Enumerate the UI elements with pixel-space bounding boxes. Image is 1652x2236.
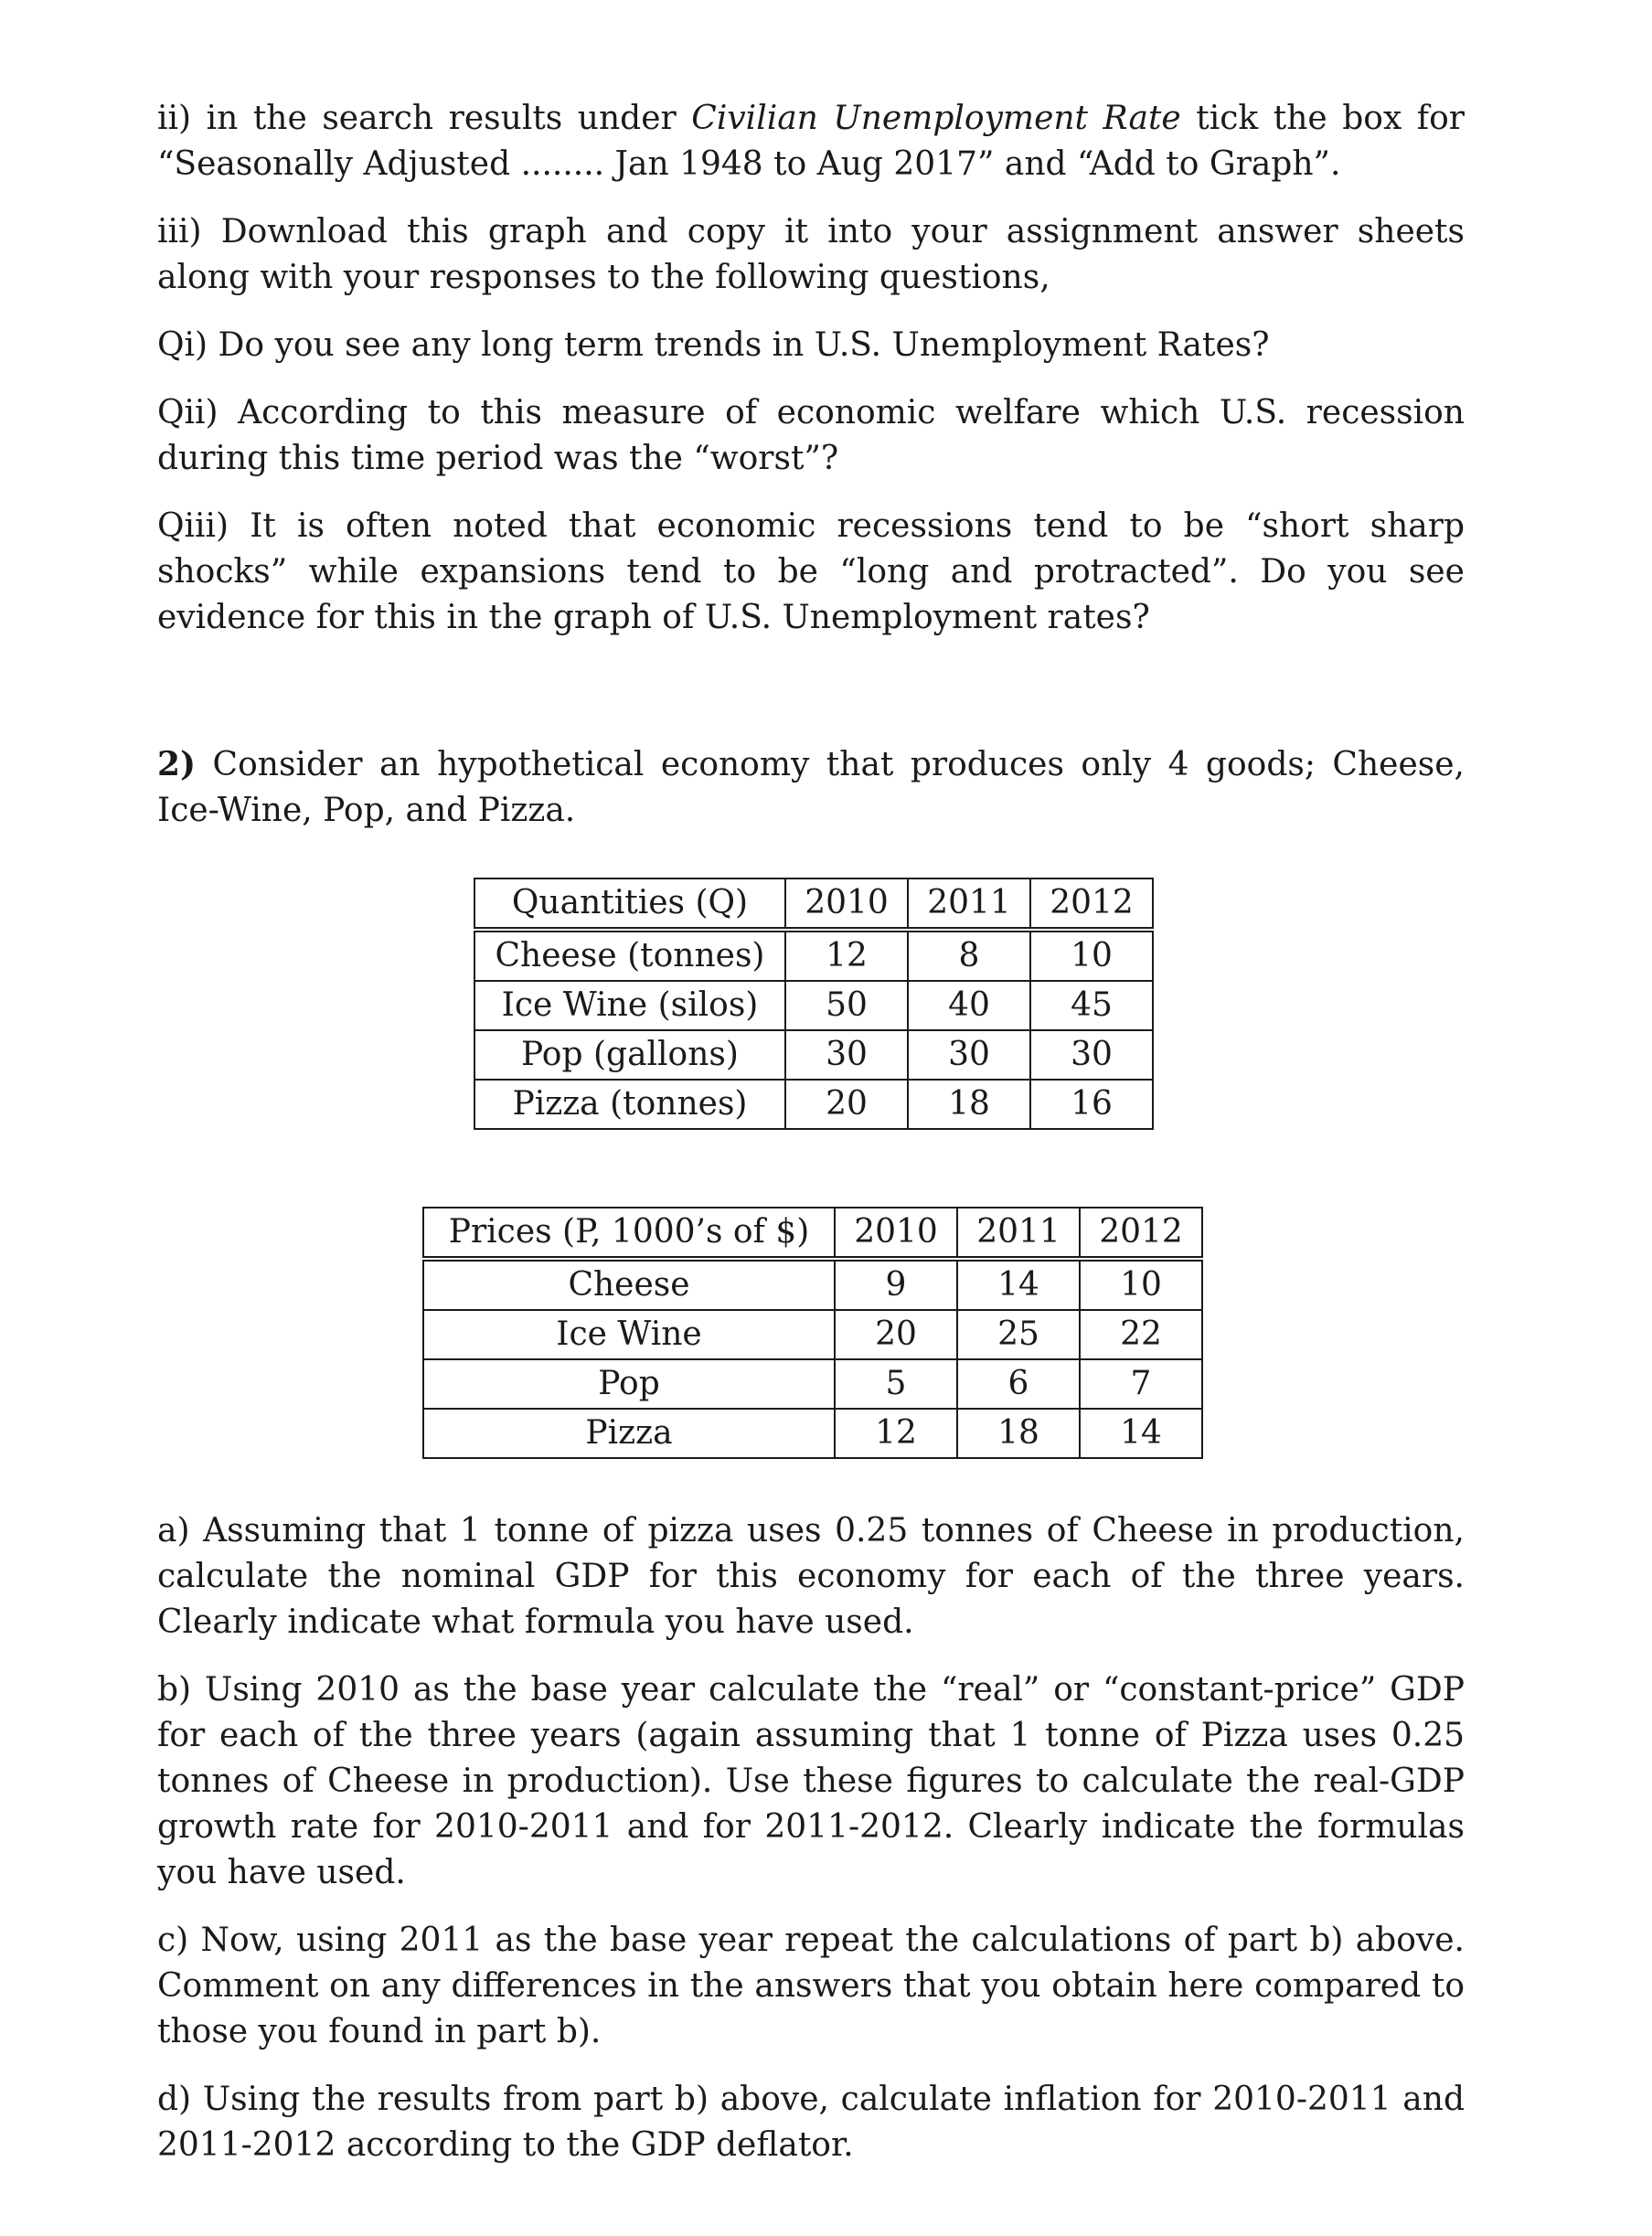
table-cell: 30 [1030,1030,1153,1080]
table-cell: 25 [957,1310,1080,1359]
table-cell: 14 [1080,1409,1202,1458]
table-cell: Pizza [423,1409,835,1458]
table-cell: 12 [835,1409,957,1458]
table-row [423,1409,1202,1458]
table-row [474,1080,1153,1129]
table-cell: Pizza (tonnes) [474,1080,785,1129]
table-cell: 18 [957,1409,1080,1458]
table-cell: 10 [1030,930,1153,981]
part-c: c) Now, using 2011 as the base year repeat the calculations of part b) above. Comment on any differences in the answers that you obtain here compared to those you found in part b). [157,1922,1465,2050]
table-cell: 20 [785,1080,908,1129]
table-header-cell: Quantities (Q) [474,878,785,930]
table-header-row [423,1208,1202,1259]
question-qiii: Qiii) It is often noted that economic recessions tend to be “short sharp shocks” while expansions tend to be “long and protracted”. Do you see evidence for this in the graph of U.S. Unemployment rates? [157,507,1465,636]
quantities-table [474,878,1154,1130]
table-header-cell: 2012 [1030,878,1153,930]
table-cell: 45 [1030,981,1153,1030]
table-row [474,981,1153,1030]
table-row [423,1359,1202,1409]
table-cell: 30 [785,1030,908,1080]
table-header-cell: 2010 [785,878,908,930]
instruction-ii-text-2: tick the box for “Seasonally Adjusted ........ Jan 1948 to Aug 2017” and “Add to Graph”. [157,100,1465,183]
table-cell: 40 [908,981,1030,1030]
document-page [157,96,1465,2164]
table-row [423,1259,1202,1310]
table-cell: 8 [908,930,1030,981]
part-b: b) Using 2010 as the base year calculate the “real” or “constant-price” GDP for each of the three years (again assuming that 1 tonne of Pizza uses 0.25 tonnes of Cheese in production). Use these figures to calculate the real-GDP growth rate for 2010-2011 and for 2011-2012. Clearly indicate the formulas you have used. [157,1671,1465,1891]
table-cell: Pop [423,1359,835,1409]
table-cell: 14 [957,1259,1080,1310]
table-row [474,930,1153,981]
table-cell: Cheese [423,1259,835,1310]
instruction-ii-text: ii) in the search results under [157,100,692,137]
table-cell: 22 [1080,1310,1202,1359]
table-header-row [474,878,1153,930]
table-cell: 16 [1030,1080,1153,1129]
question-parts [157,1508,1465,2168]
table-header-cell: Prices (P, 1000’s of $) [423,1208,835,1259]
part-a: a) Assuming that 1 tonne of pizza uses 0.25 tonnes of Cheese in production, calculate the nominal GDP for this economy for each of the three years. Clearly indicate what formula you have used. [157,1512,1465,1641]
series-name: Civilian Unemployment Rate [691,100,1181,137]
table-row [474,1030,1153,1080]
instruction-ii [157,96,1465,187]
table-header-cell: 2010 [835,1208,957,1259]
table-cell: 7 [1080,1359,1202,1409]
table-header-cell: 2012 [1080,1208,1202,1259]
prices-table [422,1207,1203,1459]
table-cell: Cheese (tonnes) [474,930,785,981]
table-cell: Ice Wine (silos) [474,981,785,1030]
question-qii: Qii) According to this measure of economic welfare which U.S. recession during this time period was the “worst”? [157,394,1465,477]
instruction-iii: iii) Download this graph and copy it into your assignment answer sheets along with your responses to the following questions, [157,213,1465,296]
table-row [423,1310,1202,1359]
table-cell: 50 [785,981,908,1030]
question-2-number: 2) [157,745,197,783]
table-cell: 5 [835,1359,957,1409]
table-cell: 30 [908,1030,1030,1080]
question-qi: Qi) Do you see any long term trends in U.S. Unemployment Rates? [157,326,1270,364]
question-2 [157,741,1465,834]
question-2-text: Consider an hypothetical economy that produces only 4 goods; Cheese, Ice-Wine, Pop, and Pizza. [157,746,1465,829]
table-cell: Ice Wine [423,1310,835,1359]
part-d: d) Using the results from part b) above, calculate inflation for 2010-2011 and 2011-2012 according to the GDP deflator. [157,2081,1465,2164]
table-cell: 9 [835,1259,957,1310]
table-cell: 12 [785,930,908,981]
table-cell: 10 [1080,1259,1202,1310]
table-cell: 20 [835,1310,957,1359]
table-header-cell: 2011 [908,878,1030,930]
table-cell: 18 [908,1080,1030,1129]
table-cell: Pop (gallons) [474,1030,785,1080]
table-cell: 6 [957,1359,1080,1409]
table-header-cell: 2011 [957,1208,1080,1259]
